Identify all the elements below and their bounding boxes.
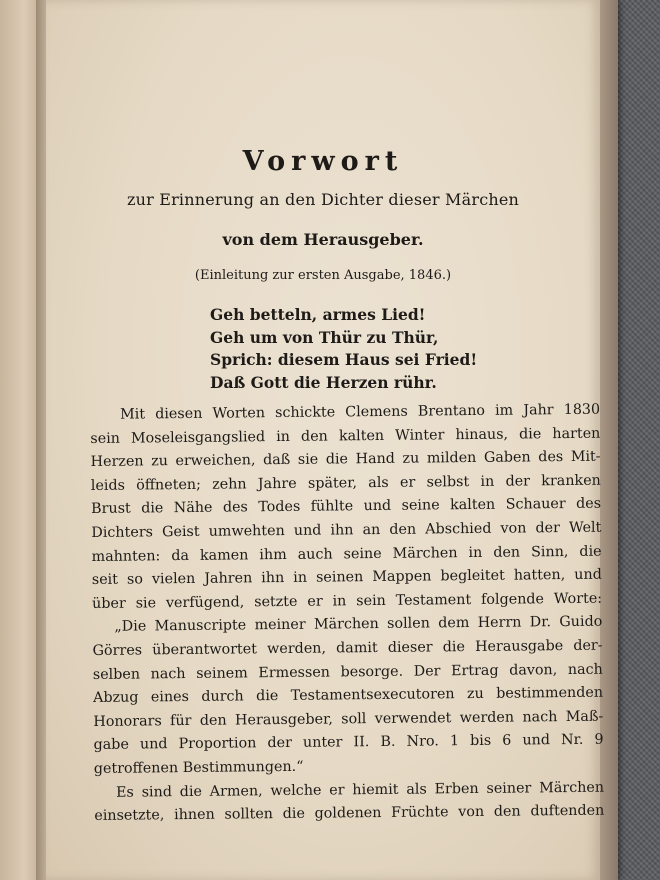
body-line: einsetzte, ihnen sollten die goldenen Früchte von den duftenden: [94, 802, 605, 825]
body-line: Brust die Nähe des Todes fühlte und seine kalten Schauer des: [91, 496, 602, 518]
body-line: leids öffneten; zehn Jahre später, als er selbst in der kranken: [90, 472, 601, 494]
body-line: über sie verfügend, setzte er in sein Testament folgende Worte:: [92, 590, 603, 612]
body-line: getroffenen Bestimmungen.“: [93, 758, 304, 777]
body-line: Es sind die Armen, welche er hiemit als Erben seiner Märchen: [115, 779, 605, 801]
body-line: selben nach seinem Ermessen besorge. Der Ertrag davon, nach: [92, 661, 603, 683]
body-text: [90, 399, 604, 829]
verse-line: Daß Gott die Herzen rühr.: [210, 372, 437, 392]
body-line: sein Moseleisgangslied in den kalten Winter hinaus, die harten: [90, 425, 601, 447]
verse-line: Sprich: diesem Haus sei Fried!: [210, 350, 478, 369]
byline: von dem Herausgeber.: [222, 230, 424, 249]
verse-line: Geh um von Thür zu Thür,: [210, 327, 439, 347]
left-page-edge: [0, 0, 40, 880]
page-content: [46, 0, 605, 880]
body-line: Görres überantwortet werden, damit dieser die Herausgabe der-: [92, 637, 603, 659]
body-line: Honorars für den Herausgeber, soll verwendet werden nach Maß-: [93, 708, 604, 730]
verse-line: Geh betteln, armes Lied!: [210, 305, 426, 324]
book-page: [46, 0, 605, 880]
body-line: „Die Manuscripte meiner Märchen sollen dem Herrn Dr. Guido: [114, 613, 603, 636]
body-line: Mit diesen Worten schickte Clemens Brentano im Jahr 1830: [120, 401, 601, 423]
body-line: gabe und Proportion der unter II. B. Nro. 1 bis 6 und Nr. 9: [93, 731, 604, 754]
intro-note: (Einleitung zur ersten Ausgabe, 1846.): [194, 268, 452, 283]
page-subheading: zur Erinnerung an den Dichter dieser Märchen: [126, 190, 520, 209]
body-line: seit so vielen Jahren ihn in seinen Mappen begleitet hatten, und: [91, 566, 602, 589]
body-line: Dichters Geist umwehten und ihn an den Abschied von der Welt: [91, 519, 602, 541]
page-heading: Vorwort: [242, 146, 404, 177]
verse-block: [210, 304, 530, 394]
body-line: Abzug eines durch die Testamentsexecutoren zu bestimmenden: [92, 684, 604, 707]
body-line: mahnten: da kamen ihm auch seine Märchen in den Sinn, die: [91, 543, 602, 565]
body-line: Herzen zu erweichen, daß sie die Hand zu milden Gaben des Mit-: [90, 448, 601, 471]
